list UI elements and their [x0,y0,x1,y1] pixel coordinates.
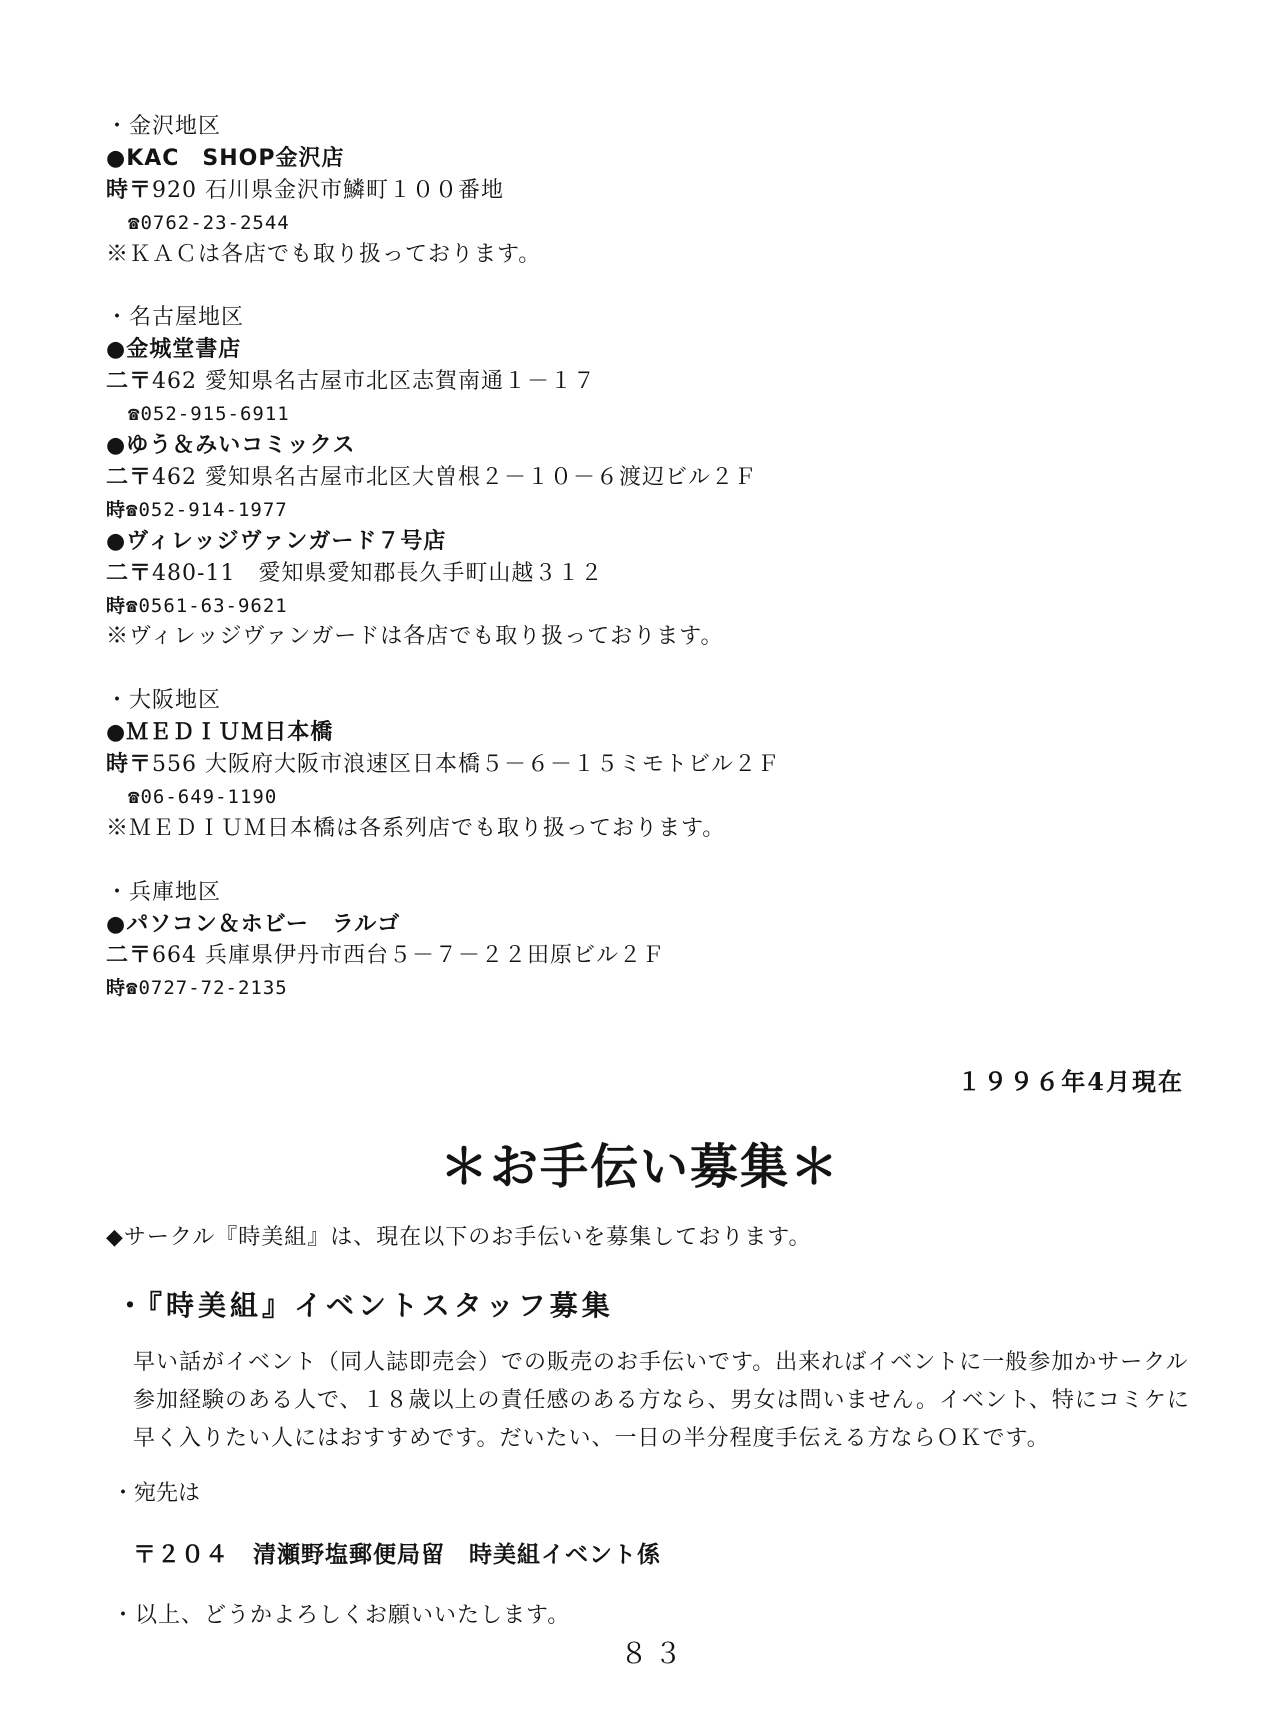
area-heading [106,112,221,142]
destination-address: 〒２０４ 清瀬野塩郵便局留 時美組イベント係 [133,1542,661,1568]
shop-address [106,367,596,397]
line-text: 556 大阪府大阪市浪速区日本橋５－６－１５ミモトビル２Ｆ [152,752,781,777]
destination-label: ・宛先は [112,1481,201,1506]
shop-address [106,559,603,589]
line-text: 664 兵庫県伊丹市西台５－７－２２田原ビル２Ｆ [152,943,666,968]
line-text: ●金城堂書店 [106,337,242,362]
line-text: ●ゆう＆みいコミックス [106,433,356,458]
line-text: ※ＫＡＣは各店でも取り扱っております。 [106,242,542,267]
note-text [106,240,541,270]
line-text: 462 愛知県名古屋市北区大曽根２－１０－６渡辺ビル２Ｆ [152,465,758,490]
line-text: ・名古屋地区 [106,305,245,330]
page-number: ８３ [620,1637,689,1670]
recruit-intro: ◆サークル『時美組』は、現在以下のお手伝いを募集しております。 [106,1225,812,1250]
line-text: ☎052-915-6911 [128,403,290,425]
shop-phone [106,591,288,621]
line-text: ☎0561-63-9621 [126,595,288,617]
line-text: ☎0762-23-2544 [128,212,290,234]
line-text: ・大阪地区 [106,688,222,713]
line-text: ※ＭＥＤＩＵＭ日本橋は各系列店でも取り扱っております。 [106,816,726,841]
line-text: 462 愛知県名古屋市北区志賀南通１－１７ [152,369,597,394]
line-text: ☎06-649-1190 [128,786,278,808]
shop-name [106,144,345,174]
shop-name [106,335,241,365]
line-text: ●ヴィレッジヴァンガード７号店 [106,529,447,554]
area-heading [106,686,221,716]
shop-name [106,718,333,748]
note-text [106,622,723,652]
line-text: 480-11 愛知県愛知郡長久手町山越３１２ [152,561,604,586]
line-text: ・兵庫地区 [106,880,222,905]
shop-phone [128,399,290,429]
line-prefix: 時 [106,977,127,999]
line-prefix: 二〒 [106,943,153,968]
line-prefix: 二〒 [106,561,153,586]
line-prefix: 二〒 [106,465,153,490]
note-text [106,814,725,844]
line-text: ・金沢地区 [106,114,222,139]
closing-text: ・以上、どうかよろしくお願いいたします。 [112,1603,571,1628]
line-text: ※ヴィレッジヴァンガードは各店でも取り扱っております。 [106,624,724,649]
shop-address [106,463,757,493]
shop-address [106,941,665,971]
shop-address [106,750,780,780]
recruit-title: ＊お手伝い募集＊ [439,1139,840,1195]
line-prefix: 時〒 [106,752,153,777]
recruit-paragraph: 早い話がイベント（同人誌即売会）での販売のお手伝いです。出来ればイベントに一般参加かサークル参加経験のある人で、１８歳以上の責任感のある方なら、男女は問いません。イベント、特にコミケに早く入りたい人にはおすすめです。だいたい、一日の半分程度手伝える方ならＯＫです。 [133,1350,1190,1451]
recruit-subheading: ・『時美組』イベントスタッフ募集 [116,1289,614,1322]
shop-name [106,527,446,557]
line-text: ●ＭＥＤＩＵＭ日本橋 [106,720,334,745]
area-heading [106,878,221,908]
line-prefix: 時 [106,499,127,521]
line-text: ☎052-914-1977 [126,499,288,521]
shop-phone [106,973,288,1003]
shop-phone [128,208,290,238]
line-prefix: 二〒 [106,369,153,394]
date-note: １９９６年4月現在 [957,1067,1184,1096]
line-prefix: 時〒 [106,178,153,203]
line-text: 920 石川県金沢市鱗町１００番地 [152,178,505,203]
area-heading [106,303,244,333]
shop-name [106,910,400,940]
shop-phone [106,495,288,525]
shop-phone [128,782,277,812]
line-text: ☎0727-72-2135 [126,977,288,999]
line-text: ●パソコン＆ホビー ラルゴ [106,912,401,937]
shop-address [106,176,504,206]
line-text: ●KAC SHOP金沢店 [106,146,345,171]
line-prefix: 時 [106,595,127,617]
shop-name [106,431,356,461]
